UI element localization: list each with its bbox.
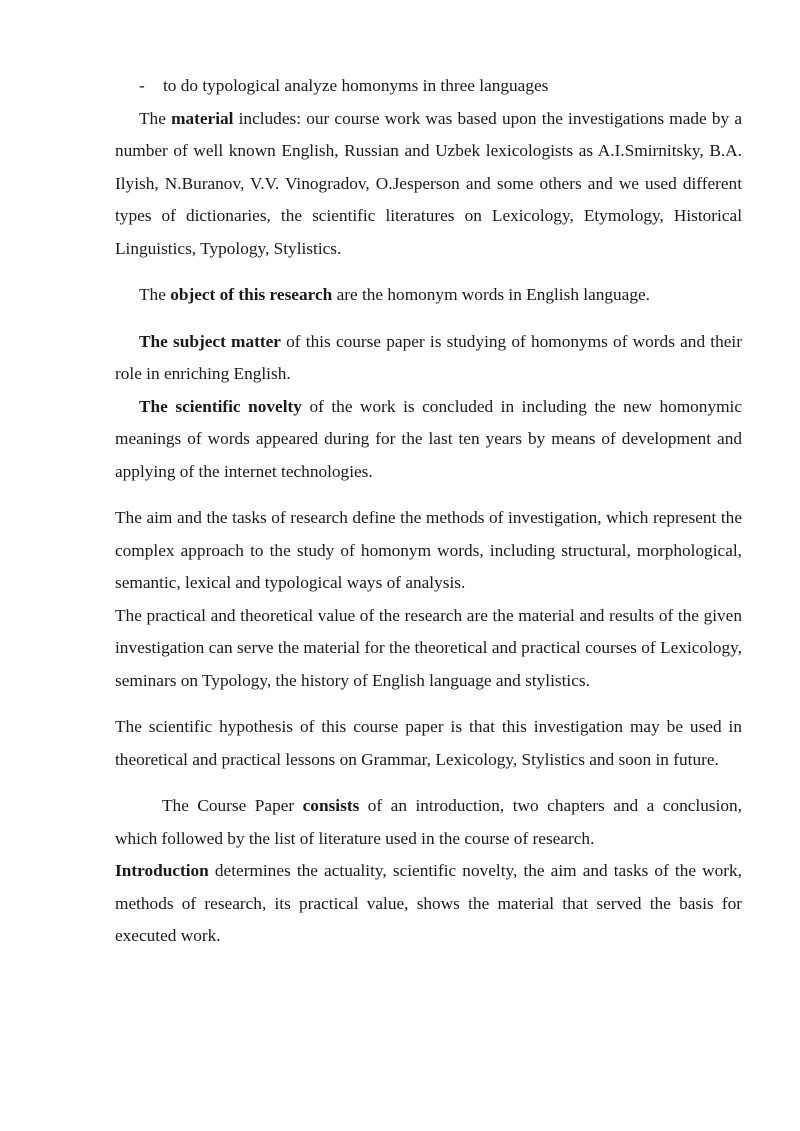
subject-term: The subject matter [139, 331, 281, 351]
material-paragraph [115, 103, 742, 266]
introduction-term: Introduction [115, 861, 209, 880]
object-lead: The [139, 285, 171, 304]
object-paragraph [115, 279, 742, 312]
structure-lead: The Course Paper [162, 796, 303, 815]
material-lead: The [139, 108, 172, 128]
structure-term: consists [302, 796, 360, 815]
structure-text: of an introduction, two chapters and a conclusion, which followed by the list of literature used in the course of research. [115, 796, 742, 848]
hypothesis-paragraph: The scientific hypothesis of this course paper is that this investigation may be used in theoretical and practical lessons on Grammar, Lexicology, Stylistics and soon in future. [115, 717, 742, 769]
aim-paragraph: The aim and the tasks of research define the methods of investigation, which represent the complex approach to the study of homonym words, including structural, morphological, semantic, lexical and typological ways of analysis. [115, 508, 742, 592]
task-bullet-item [139, 70, 742, 103]
practical-value-paragraph: The practical and theoretical value of the research are the material and results of the given investigation can serve the material for the theoretical and practical courses of Lexicology, seminars on Typology, the history of English language and stylistics. [115, 605, 742, 690]
structure-paragraph [115, 790, 742, 855]
subject-paragraph [115, 326, 742, 391]
material-text: includes: our course work was based upon the investigations made by a number of well known English, Russian and Uzbek lexicologists as A.I.Smirnitsky, B.A. Ilyish, N.Buranov, V.V. Vinogradov, O.Jesperson and some others and we used different types of dictionaries, the scientific literatures on Lexicology, Etymology, Historical Linguistics, Typology, Stylistics. [115, 108, 742, 258]
document-page [115, 70, 742, 953]
novelty-text: of the work is concluded in including the new homonymic meanings of words appeared during for the last ten years by means of development and applying of the internet technologies. [115, 396, 743, 481]
novelty-term: The scientific novelty [139, 396, 302, 416]
bullet-text: to do typological analyze homonyms in three languages [163, 76, 549, 95]
object-term: object of this research [170, 285, 333, 304]
object-text: are the homonym words in English language. [332, 285, 650, 304]
introduction-paragraph [115, 855, 742, 953]
bullet-dash: - [139, 76, 145, 95]
novelty-paragraph [115, 391, 742, 489]
material-term: material [171, 108, 234, 128]
subject-text: of this course paper is studying of homonyms of words and their role in enriching English. [115, 331, 742, 383]
introduction-text: determines the actuality, scientific novelty, the aim and tasks of the work, methods of research, its practical value, shows the material that served the basis for executed work. [115, 861, 742, 945]
